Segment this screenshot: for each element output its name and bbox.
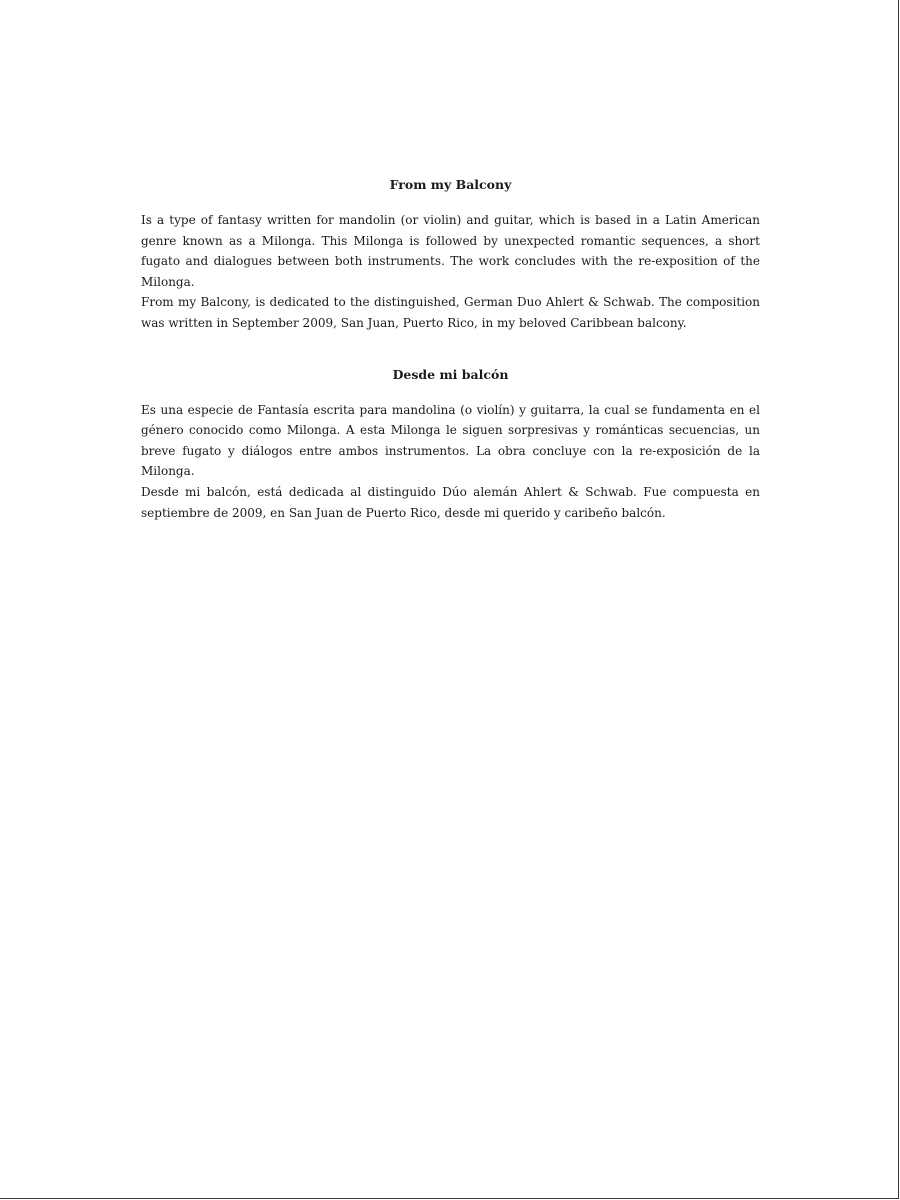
paragraph: Desde mi balcón, está dedicada al distinguido Dúo alemán Ahlert & Schwab. Fue compuesta en septiembre de 2009, en San Juan de Puerto Rico, desde mi querido y caribeño balcón. — [141, 484, 760, 520]
section-title: Desde mi balcón — [392, 366, 509, 382]
section-spanish — [141, 366, 760, 524]
paragraph: Es una especie de Fantasía escrita para mandolina (o violín) y guitarra, la cual se fundamenta en el género conocido como Milonga. A esta Milonga le siguen sorpresivas y románticas secuencias, un breve fugato y diálogos entre ambos instrumentos. La obra concluye con la re-exposición de la Milonga. — [141, 402, 760, 479]
paragraph: From my Balcony, is dedicated to the distinguished, German Duo Ahlert & Schwab. The composition was written in September 2009, San Juan, Puerto Rico, in my beloved Caribbean balcony. — [141, 295, 760, 330]
paragraph: Is a type of fantasy written for mandolin (or violin) and guitar, which is based in a Latin American genre known as a Milonga. This Milonga is followed by unexpected romantic sequences, a short fugato and dialogues between both instruments. The work concludes with the re-exposition of the Milonga. — [141, 213, 760, 289]
section-title: From my Balcony — [389, 177, 512, 192]
section-english — [141, 176, 760, 334]
document-body — [141, 176, 760, 523]
